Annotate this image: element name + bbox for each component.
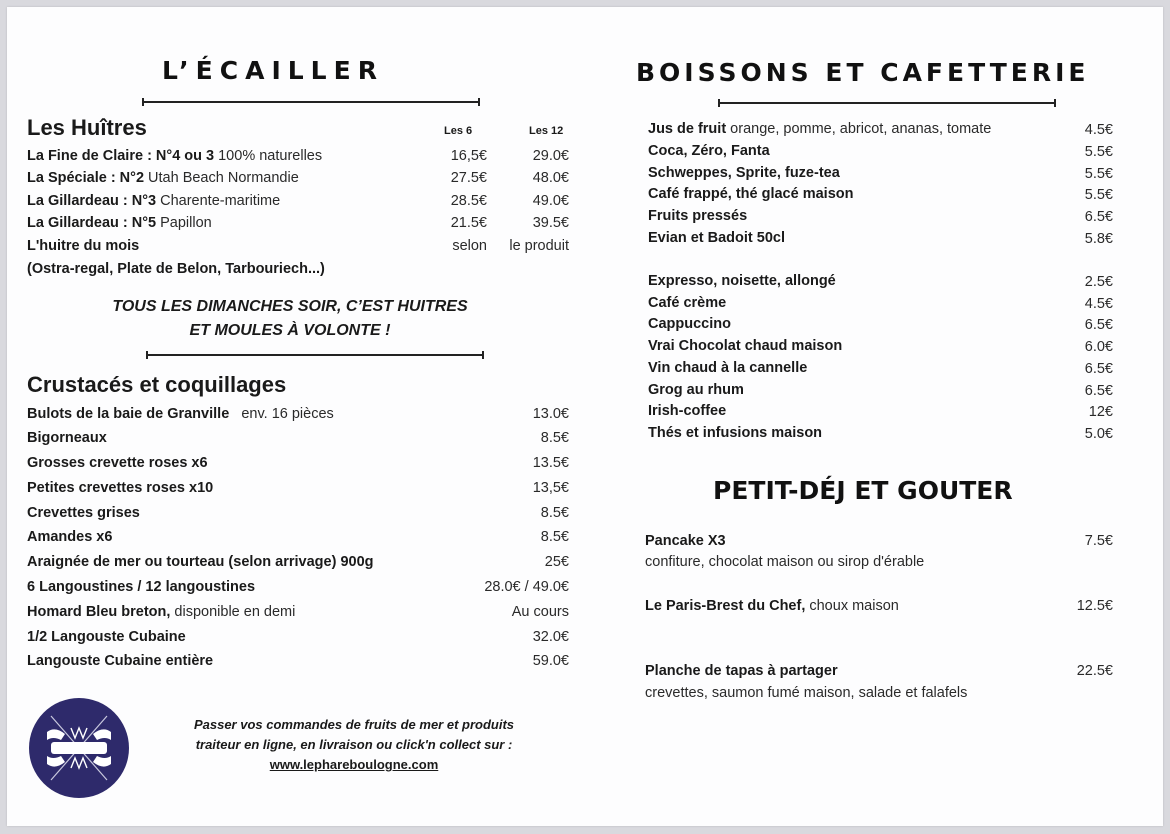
shellfish-row — [27, 427, 107, 449]
item-name: Café frappé, thé glacé maison — [648, 186, 854, 202]
drink-row — [648, 140, 770, 162]
col-header-12: Les 12 — [529, 125, 564, 137]
item-name: (Ostra-regal, Plate de Belon, Tarbouriech...) — [27, 261, 325, 277]
shellfish-row — [27, 452, 208, 474]
shellfish-row — [27, 551, 374, 573]
coffee-row: Café crème — [648, 295, 727, 311]
shellfish-row — [27, 626, 186, 648]
title-divider — [142, 101, 480, 103]
drinks-title: BOISSONS ET CAFETTERIE — [636, 58, 1090, 87]
coffee-row: Vrai Chocolat chaud maison — [648, 338, 843, 354]
item-name: La Gillardeau : N°3 — [27, 193, 157, 209]
item-price: 25€ — [544, 554, 569, 570]
item-desc: Charente-maritime — [156, 193, 281, 209]
item-price: 5.5€ — [1084, 166, 1113, 182]
breakfast-row — [645, 595, 899, 617]
shellfish-row — [27, 477, 213, 499]
oysters-heading: Les Huîtres — [27, 115, 147, 140]
item-desc: env. 16 pièces — [229, 406, 334, 422]
drink-row — [648, 162, 840, 184]
website-link[interactable]: www.lephareboulogne.com — [269, 757, 439, 772]
item-desc: choux maison — [805, 598, 899, 614]
item-price: 13,5€ — [532, 480, 569, 496]
price-12: 39.5€ — [532, 215, 569, 231]
item-price: 12€ — [1088, 404, 1113, 420]
shellfish-row — [27, 403, 334, 425]
order-line-1: Passer vos commandes de fruits de mer et produits — [193, 717, 515, 732]
item-name: Grosses crevette roses x6 — [27, 455, 208, 471]
promo-line-2: ET MOULES À VOLONTE ! — [189, 322, 391, 339]
item-price: 8.5€ — [540, 505, 569, 521]
price-12: le produit — [509, 238, 569, 254]
item-price: 5.8€ — [1084, 231, 1113, 247]
sunday-promo — [40, 295, 540, 343]
item-name: Planche de tapas à partager — [645, 663, 838, 679]
breakfast-row — [645, 530, 726, 552]
item-price: 22.5€ — [1076, 663, 1113, 679]
drink-row — [648, 227, 785, 249]
item-price: 6.5€ — [1084, 383, 1113, 399]
shellfish-row — [27, 502, 140, 524]
drinks-title-divider — [718, 102, 1056, 104]
item-name: La Gillardeau : N°5 — [27, 215, 157, 231]
item-name: Amandes x6 — [27, 529, 113, 545]
item-price: 7.5€ — [1084, 533, 1113, 549]
item-name: Schweppes, Sprite, fuze-tea — [648, 165, 840, 181]
item-price: 6.5€ — [1084, 209, 1113, 225]
item-price: 13.0€ — [532, 406, 569, 422]
item-price: 2.5€ — [1084, 274, 1113, 290]
coffee-row: Expresso, noisette, allongé — [648, 273, 836, 289]
shellfish-row — [27, 576, 255, 598]
item-name: La Fine de Claire : N°4 ou 3 — [27, 148, 215, 164]
shellfish-row — [27, 650, 213, 672]
item-name: Coca, Zéro, Fanta — [648, 143, 770, 159]
item-name: Fruits pressés — [648, 208, 748, 224]
item-name: Bulots de la baie de Granville — [27, 406, 230, 422]
item-name: Bigorneaux — [27, 430, 107, 446]
price-6: 27.5€ — [450, 170, 487, 186]
item-price: 32.0€ — [532, 629, 569, 645]
item-name: Le Paris-Brest du Chef, — [645, 598, 806, 614]
item-price: 12.5€ — [1076, 598, 1113, 614]
order-line-2: traiteur en ligne, en livraison ou click'n collect sur : — [195, 737, 513, 752]
item-price: 59.0€ — [532, 653, 569, 669]
shellfish-row — [27, 601, 295, 623]
price-6: selon — [452, 238, 487, 254]
price-12: 49.0€ — [532, 193, 569, 209]
item-desc: Papillon — [156, 215, 212, 231]
coffee-row: Irish-coffee — [648, 403, 727, 419]
oyster-row — [27, 145, 322, 167]
price-12: 48.0€ — [532, 170, 569, 186]
shellfish-row — [27, 526, 112, 548]
coffee-row: Grog au rhum — [648, 382, 744, 398]
item-price: 8.5€ — [540, 529, 569, 545]
online-order-note — [140, 715, 568, 775]
item-price: 5.0€ — [1084, 426, 1113, 442]
section-divider — [146, 354, 484, 356]
item-desc: Utah Beach Normandie — [144, 170, 299, 186]
oyster-row — [27, 258, 325, 280]
price-6: 16,5€ — [450, 148, 487, 164]
drink-row — [648, 205, 747, 227]
item-desc: orange, pomme, abricot, ananas, tomate — [726, 121, 992, 137]
price-6: 21.5€ — [450, 215, 487, 231]
item-name: L'huitre du mois — [27, 238, 140, 254]
item-desc: 100% naturelles — [214, 148, 323, 164]
item-name: Evian et Badoit 50cl — [648, 230, 785, 246]
col-header-6: Les 6 — [444, 125, 473, 137]
item-price: 4.5€ — [1084, 122, 1113, 138]
item-name: Langouste Cubaine entière — [27, 653, 214, 669]
price-12: 29.0€ — [532, 148, 569, 164]
item-price: Au cours — [511, 604, 569, 620]
oyster-row — [27, 212, 212, 234]
item-name: 1/2 Langouste Cubaine — [27, 629, 186, 645]
coffee-row: Vin chaud à la cannelle — [648, 360, 808, 376]
coffee-row: Cappuccino — [648, 316, 731, 332]
item-name: Araignée de mer ou tourteau (selon arrivage) 900g — [27, 554, 374, 570]
item-price: 6.5€ — [1084, 361, 1113, 377]
oyster-row — [27, 167, 299, 189]
item-price: 13.5€ — [532, 455, 569, 471]
item-desc: disponible en demi — [170, 604, 296, 620]
item-price: 6.0€ — [1084, 339, 1113, 355]
promo-line-1: TOUS LES DIMANCHES SOIR, C’EST HUITRES — [112, 298, 468, 315]
item-name: Jus de fruit — [648, 121, 727, 137]
coffee-row: Thés et infusions maison — [648, 425, 823, 441]
price-6: 28.5€ — [450, 193, 487, 209]
item-subtext: confiture, chocolat maison ou sirop d'érable — [645, 554, 925, 570]
item-subtext: crevettes, saumon fumé maison, salade et falafels — [645, 685, 968, 701]
drink-row — [648, 118, 991, 140]
item-name: 6 Langoustines / 12 langoustines — [27, 579, 256, 595]
item-price: 8.5€ — [540, 430, 569, 446]
breakfast-title: PETIT-DÉJ ET GOUTER — [713, 476, 1013, 505]
item-price: 5.5€ — [1084, 144, 1113, 160]
item-name: Petites crevettes roses x10 — [27, 480, 214, 496]
item-price: 6.5€ — [1084, 317, 1113, 333]
item-price: 28.0€ / 49.0€ — [484, 579, 569, 595]
lobster-logo-icon — [29, 698, 129, 798]
shellfish-heading: Crustacés et coquillages — [27, 372, 287, 397]
oyster-row — [27, 190, 280, 212]
drink-row — [648, 183, 853, 205]
item-price: 4.5€ — [1084, 296, 1113, 312]
item-name: La Spéciale : N°2 — [27, 170, 145, 186]
item-name: Homard Bleu breton, — [27, 604, 171, 620]
item-name: Pancake X3 — [645, 533, 726, 549]
breakfast-row — [645, 660, 838, 682]
ecailler-title: L’ÉCAILLER — [162, 56, 384, 85]
oyster-row — [27, 235, 139, 257]
item-name: Crevettes grises — [27, 505, 140, 521]
item-price: 5.5€ — [1084, 187, 1113, 203]
